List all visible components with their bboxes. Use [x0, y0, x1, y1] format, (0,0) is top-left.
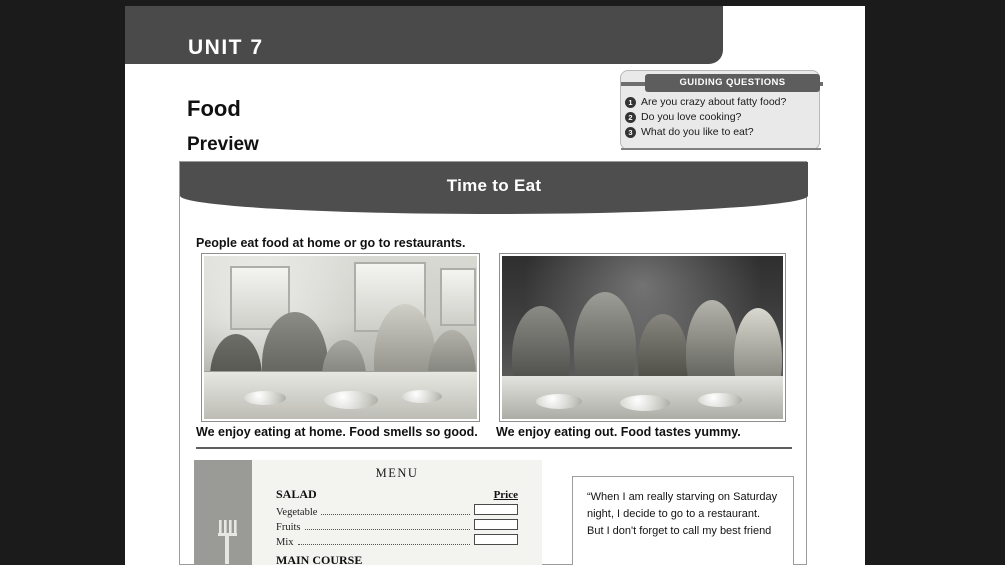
document-page	[125, 6, 865, 565]
menu-item-name: Fruits	[276, 522, 301, 533]
price-field	[474, 519, 518, 530]
number-badge-icon: 1	[625, 97, 636, 108]
caption-right: We enjoy eating out. Food tastes yummy.	[496, 425, 741, 439]
guiding-questions-header: GUIDING QUESTIONS	[645, 74, 820, 92]
list-item	[625, 96, 821, 108]
lesson-banner	[180, 162, 808, 214]
section-title: Preview	[187, 134, 259, 155]
guiding-question-text: Do you love cooking?	[641, 111, 742, 123]
leader-dots	[321, 507, 470, 515]
guiding-question-text: Are you crazy about fatty food?	[641, 96, 787, 108]
number-badge-icon: 2	[625, 112, 636, 123]
menu-item-row	[276, 519, 518, 533]
guiding-question-text: What do you like to eat?	[641, 126, 754, 138]
price-field	[474, 504, 518, 515]
menu-section-salad	[276, 487, 518, 502]
menu-item-name: Vegetable	[276, 507, 318, 518]
photo-captions	[196, 425, 792, 439]
menu-item-row	[276, 504, 518, 518]
fork-icon	[216, 520, 238, 564]
leader-dots	[305, 522, 470, 530]
lesson-banner-title: Time to Eat	[446, 176, 542, 195]
menu-illustration	[194, 460, 542, 565]
guiding-questions-tab-left	[621, 82, 647, 86]
guiding-questions-list	[625, 96, 821, 141]
divider	[196, 447, 792, 449]
menu-item-row	[276, 534, 518, 548]
menu-price-label: Price	[493, 489, 518, 501]
menu-salad-label: SALAD	[276, 487, 317, 501]
photo-family-at-home	[202, 254, 479, 421]
lesson-card	[179, 161, 807, 565]
menu-main-course-label: MAIN COURSE	[276, 553, 363, 565]
number-badge-icon: 3	[625, 127, 636, 138]
list-item	[625, 111, 821, 123]
price-field	[474, 534, 518, 545]
page-title: Food	[187, 96, 241, 121]
leader-dots	[298, 537, 470, 545]
photo-friends-at-restaurant	[500, 254, 785, 421]
menu-card	[252, 460, 542, 565]
unit-header-band	[125, 6, 723, 64]
menu-item-name: Mix	[276, 537, 294, 548]
menu-heading: MENU	[375, 466, 419, 480]
lead-sentence: People eat food at home or go to restaurants.	[196, 236, 466, 250]
list-item	[625, 126, 821, 138]
caption-left: We enjoy eating at home. Food smells so good.	[196, 425, 478, 439]
divider	[621, 148, 821, 150]
quote-panel: “When I am really starving on Saturday night, I decide to go to a restaurant. But I don't forget to call my best friend	[572, 476, 794, 565]
unit-label: UNIT 7	[188, 36, 264, 59]
